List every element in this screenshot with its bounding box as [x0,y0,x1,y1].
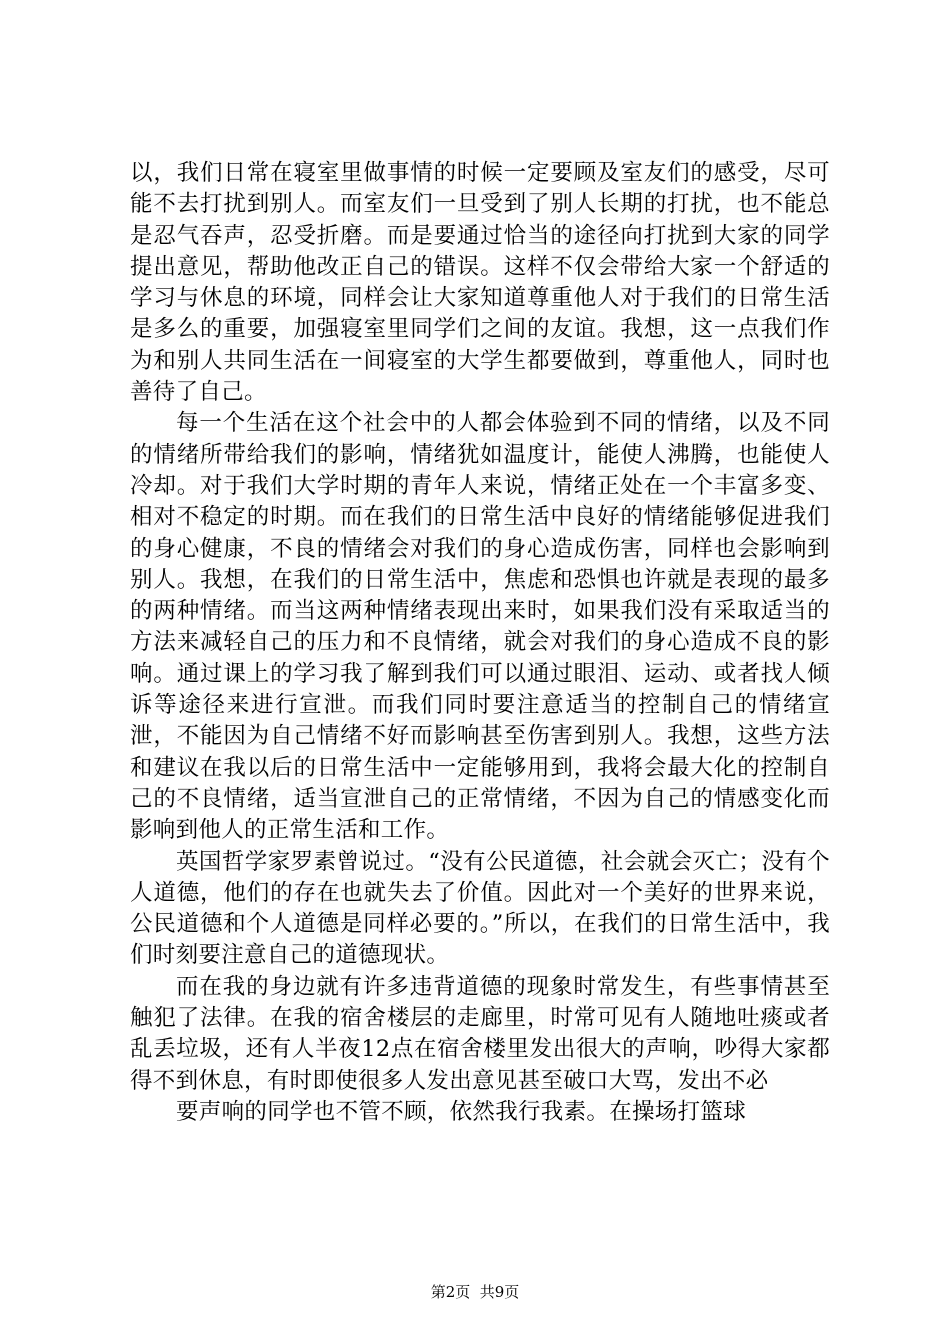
page-number-label: 第2页 共9页 [430,1283,520,1301]
paragraph-2: 每一个生活在这个社会中的人都会体验到不同的情绪，以及不同的情绪所带给我们的影响，情绪犹如温度计，能使人沸腾，也能使人冷却。对于我们大学时期的青年人来说，情绪正处在一个丰富多变、相对不稳定的时期。而在我们的日常生活中良好的情绪能够促进我们的身心健康，不良的情绪会对我们的身心造成伤害，同样也会影响到别人。我想，在我们的日常生活中，焦虑和恐惧也许就是表现的最多的两种情绪。而当这两种情绪表现出来时，如果我们没有采取适当的方法来减轻自己的压力和不良情绪，就会对我们的身心造成不良的影响。通过课上的学习我了解到我们可以通过眼泪、运动、或者找人倾诉等途径来进行宣泄。而我们同时要注意适当的控制自己的情绪宣泄，不能因为自己情绪不好而影响甚至伤害到别人。我想，这些方法和建议在我以后的日常生活中一定能够用到，我将会最大化的控制自己的不良情绪，适当宣泄自己的正常情绪，不因为自己的情感变化而影响到他人的正常生活和工作。 [130,410,830,844]
paragraph-1: 以，我们日常在寝室里做事情的时候一定要顾及室友们的感受，尽可能不去打扰到别人。而室友们一旦受到了别人长期的打扰，也不能总是忍气吞声，忍受折磨。而是要通过恰当的途径向打扰到大家的同学提出意见，帮助他改正自己的错误。这样不仅会带给大家一个舒适的学习与休息的环境，同样会让大家知道尊重他人对于我们的日常生活是多么的重要，加强寝室里同学们之间的友谊。我想，这一点我们作为和别人共同生活在一间寝室的大学生都要做到，尊重他人，同时也善待了自己。 [130,160,830,406]
document-body [130,158,830,1128]
paragraph-4: 而在我的身边就有许多违背道德的现象时常发生，有些事情甚至触犯了法律。在我的宿舍楼层的走廊里，时常可见有人随地吐痰或者乱丢垃圾，还有人半夜12点在宿舍楼里发出很大的声响，吵得大家都得不到休息，有时即使很多人发出意见甚至破口大骂，发出不必 [130,973,830,1094]
page-footer [0,1282,950,1302]
paragraph-3: 英国哲学家罗素曾说过。“没有公民道德，社会就会灭亡；没有个人道德，他们的存在也就失去了价值。因此对一个美好的世界来说，公民道德和个人道德是同样必要的。”所以，在我们的日常生活中，我们时刻要注意自己的道德现状。 [130,848,830,969]
paragraph-5: 要声响的同学也不管不顾，依然我行我素。在操场打篮球 [176,1098,747,1125]
